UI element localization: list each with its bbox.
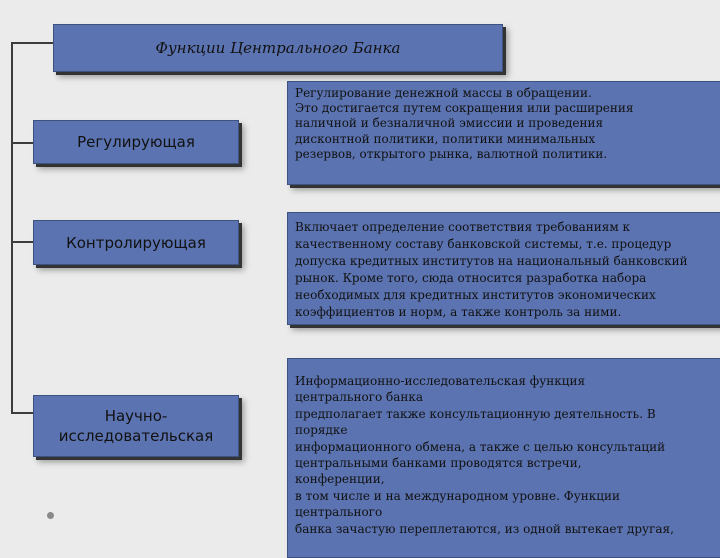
connector-to-regulating (11, 142, 34, 144)
function-label-research-line2: исследовательская (58, 427, 214, 445)
description-line: банка зачастую переплетаются, из одной вытекает другая, (295, 521, 674, 536)
description-line: дисконтной политики, политики минимальных (295, 131, 596, 146)
description-line: в том числе и на международном уровне. Функции (295, 488, 620, 503)
description-line: коэффициентов и норм, а также контроль за ними. (295, 305, 622, 319)
description-line: допуска кредитных институтов на национальный банковский (295, 254, 688, 268)
description-line: центральными банками проводятся встречи, (295, 456, 582, 471)
description-line: Это достигается путем сокращения или расширения (295, 101, 634, 116)
function-box-regulating (33, 120, 239, 164)
connector-to-title (11, 42, 54, 44)
description-line: качественному составу банковской системы, т.е. процедур (295, 237, 672, 251)
description-line: информационного обмена, а также с целью консультаций (295, 439, 666, 454)
description-line: наличной и безналичной эмиссии и проведения (295, 116, 604, 131)
connector-to-research (11, 412, 34, 414)
function-label-regulating: Регулирующая (77, 133, 195, 151)
description-line: Регулирование денежной массы в обращении. (295, 86, 592, 100)
description-line: резервов, открытого рынка, валютной политики. (295, 146, 608, 161)
description-box-controlling (287, 212, 720, 325)
function-label-research-line1: Научно- (104, 407, 168, 425)
function-label-research (59, 406, 214, 446)
function-box-controlling (33, 220, 239, 265)
description-line: Информационно-исследовательская функция (295, 374, 586, 388)
function-label-controlling: Контролирующая (66, 233, 206, 252)
description-line: необходимых для кредитных институтов экономических (295, 288, 656, 302)
diagram-title: Функции Центрального Банка (53, 24, 503, 72)
description-box-regulating (287, 81, 720, 185)
connector-to-controlling (11, 241, 34, 243)
description-line: центрального банка (295, 390, 424, 405)
bullet-dot (47, 512, 54, 519)
description-line: центрального (295, 505, 383, 520)
description-line: предполагает также консультационную деятельность. В (295, 406, 656, 421)
description-line: порядке (295, 423, 348, 438)
description-line: Включает определение соответствия требованиям к (295, 220, 630, 234)
description-line: конференции, (295, 472, 385, 487)
function-box-research (33, 395, 239, 457)
description-line: рынок. Кроме того, сюда относится разработка набора (295, 271, 647, 285)
connector-vertical (11, 42, 13, 414)
description-box-research (287, 358, 720, 558)
